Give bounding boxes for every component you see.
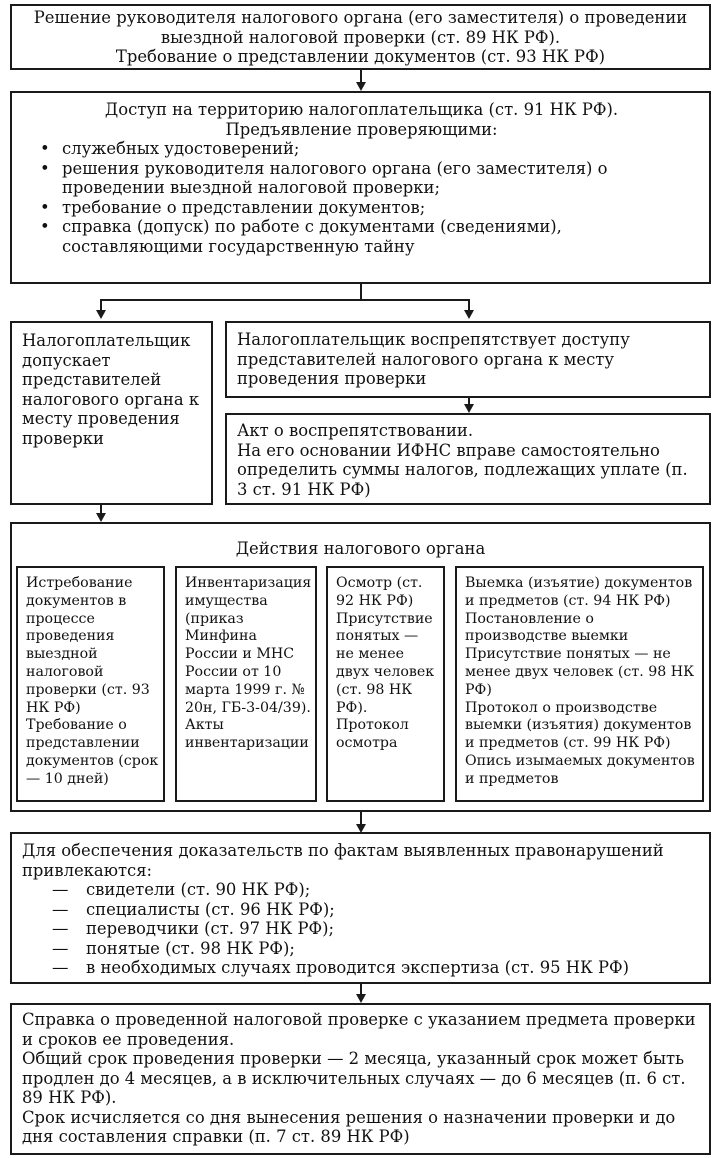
arrow-1-2 — [356, 82, 366, 91]
admits-text: Налогоплательщик допускает представителей налогового органа к месту проведения проверки — [22, 331, 200, 448]
access-list — [26, 139, 697, 256]
evidence-item: — понятые (ст. 98 НК РФ); — [22, 939, 701, 959]
seizure-text-1: Выемка (изъятие) документов и предметов (ст. 94 НК РФ) — [465, 575, 693, 609]
inspection-text-3: Протокол осмотра — [336, 717, 409, 752]
seizure-text-5: Опись изымаемых документов и предметов — [465, 752, 695, 787]
act-line-2: На его основании ИФНС вправе самостоятельно определить суммы налогов, подлежащих уплате (п. 3 ст. 91 НК РФ) — [237, 440, 688, 499]
obstruction-act-box — [225, 413, 711, 505]
obstructs-box — [225, 321, 711, 398]
arrow-to-obstructs — [464, 310, 474, 319]
branch-horizontal — [100, 299, 470, 301]
action-col-inspection — [326, 566, 445, 802]
branch-stem — [360, 284, 362, 300]
admits-box — [10, 321, 213, 505]
access-item: • справка (допуск) по работе с документами (сведениями), составляющими государственную тайну — [26, 217, 697, 256]
arrow-3-6 — [96, 513, 106, 522]
evidence-item: — переводчики (ст. 97 НК РФ); — [22, 919, 701, 939]
inspection-report-box — [10, 1003, 711, 1155]
evidence-intro: Для обеспечения доказательств по фактам выявленных правонарушений привлекаются: — [22, 841, 664, 880]
action-col-seizure — [455, 566, 704, 802]
inspection-text-1: Осмотр (ст. 92 НК РФ) — [336, 575, 423, 609]
evidence-item: — свидетели (ст. 90 НК РФ); — [22, 880, 701, 900]
access-intro: Доступ на территорию налогоплательщика (ст. 91 НК РФ). Предъявление проверяющими: — [104, 100, 619, 139]
action-col-inventory — [175, 566, 317, 802]
tax-authority-actions-box — [10, 522, 711, 812]
evidence-list — [22, 880, 701, 978]
report-para-1: Справка о проведенной налоговой проверке с указанием предмета проверки и сроков ее проведения. — [22, 1010, 696, 1049]
act-line-1: Акт о воспрепятствовании. — [237, 421, 474, 440]
seizure-text-3: Присутствие понятых — не менее двух человек (ст. 98 НК РФ) — [465, 646, 695, 698]
decision-box — [10, 4, 711, 70]
access-item: • решения руководителя налогового органа (его заместителя) о проведении выездной налоговой проверки; — [26, 159, 697, 198]
actions-title: Действия налогового органа — [235, 539, 486, 558]
demand-text-1: Истребование документов в процессе проведения выездной налоговой проверки (ст. 93 НК РФ) — [26, 575, 150, 716]
inspection-text-2: Присутствие понятых — не менее двух человек (ст. 98 НК РФ). — [336, 610, 435, 716]
decision-line-3: Требование о представлении документов (ст. 93 НК РФ) — [115, 47, 606, 66]
evidence-item: — специалисты (ст. 96 НК РФ); — [22, 900, 701, 920]
access-box — [10, 91, 711, 284]
access-item: • требование о представлении документов; — [26, 198, 697, 218]
arrow-7-8 — [356, 994, 366, 1003]
demand-text-2: Требование о представлении документов (срок — 10 дней) — [26, 717, 159, 787]
action-col-demand — [16, 566, 165, 802]
decision-line-1: Решение руководителя налогового органа (его заместителя) о проведении — [33, 8, 688, 27]
seizure-text-4: Протокол о производстве выемки (изъятия) документов и предметов (ст. 99 НК РФ) — [465, 699, 692, 752]
seizure-text-2: Постановление о производстве выемки — [465, 610, 629, 645]
inventory-text-2: Акты инвентаризации — [185, 717, 309, 752]
report-para-2: Общий срок проведения проверки — 2 месяца, указанный срок может быть продлен до 4 месяцев, а в исключительных случаях — до 6 месяцев (п. 6 ст. 89 НК РФ). — [22, 1049, 686, 1107]
obstructs-text: Налогоплательщик воспрепятствует доступу представителей налогового органа к месту проведения проверки — [237, 330, 630, 388]
decision-line-2: выездной налоговой проверки (ст. 89 НК РФ). — [160, 27, 561, 47]
access-item: • служебных удостоверений; — [26, 139, 697, 159]
arrow-to-admits — [96, 310, 106, 319]
evidence-box — [10, 832, 711, 984]
arrow-4-5 — [464, 404, 474, 413]
inventory-text-1: Инвентаризация имущества (приказ Минфина России и МНС России от 10 марта 1999 г. № 20н, ГБ-3-04/39). — [185, 575, 312, 716]
evidence-item: — в необходимых случаях проводится экспертиза (ст. 95 НК РФ) — [22, 958, 701, 978]
report-para-3: Срок исчисляется со дня вынесения решения о назначении проверки и до дня составления справки (п. 7 ст. 89 НК РФ) — [22, 1107, 676, 1146]
